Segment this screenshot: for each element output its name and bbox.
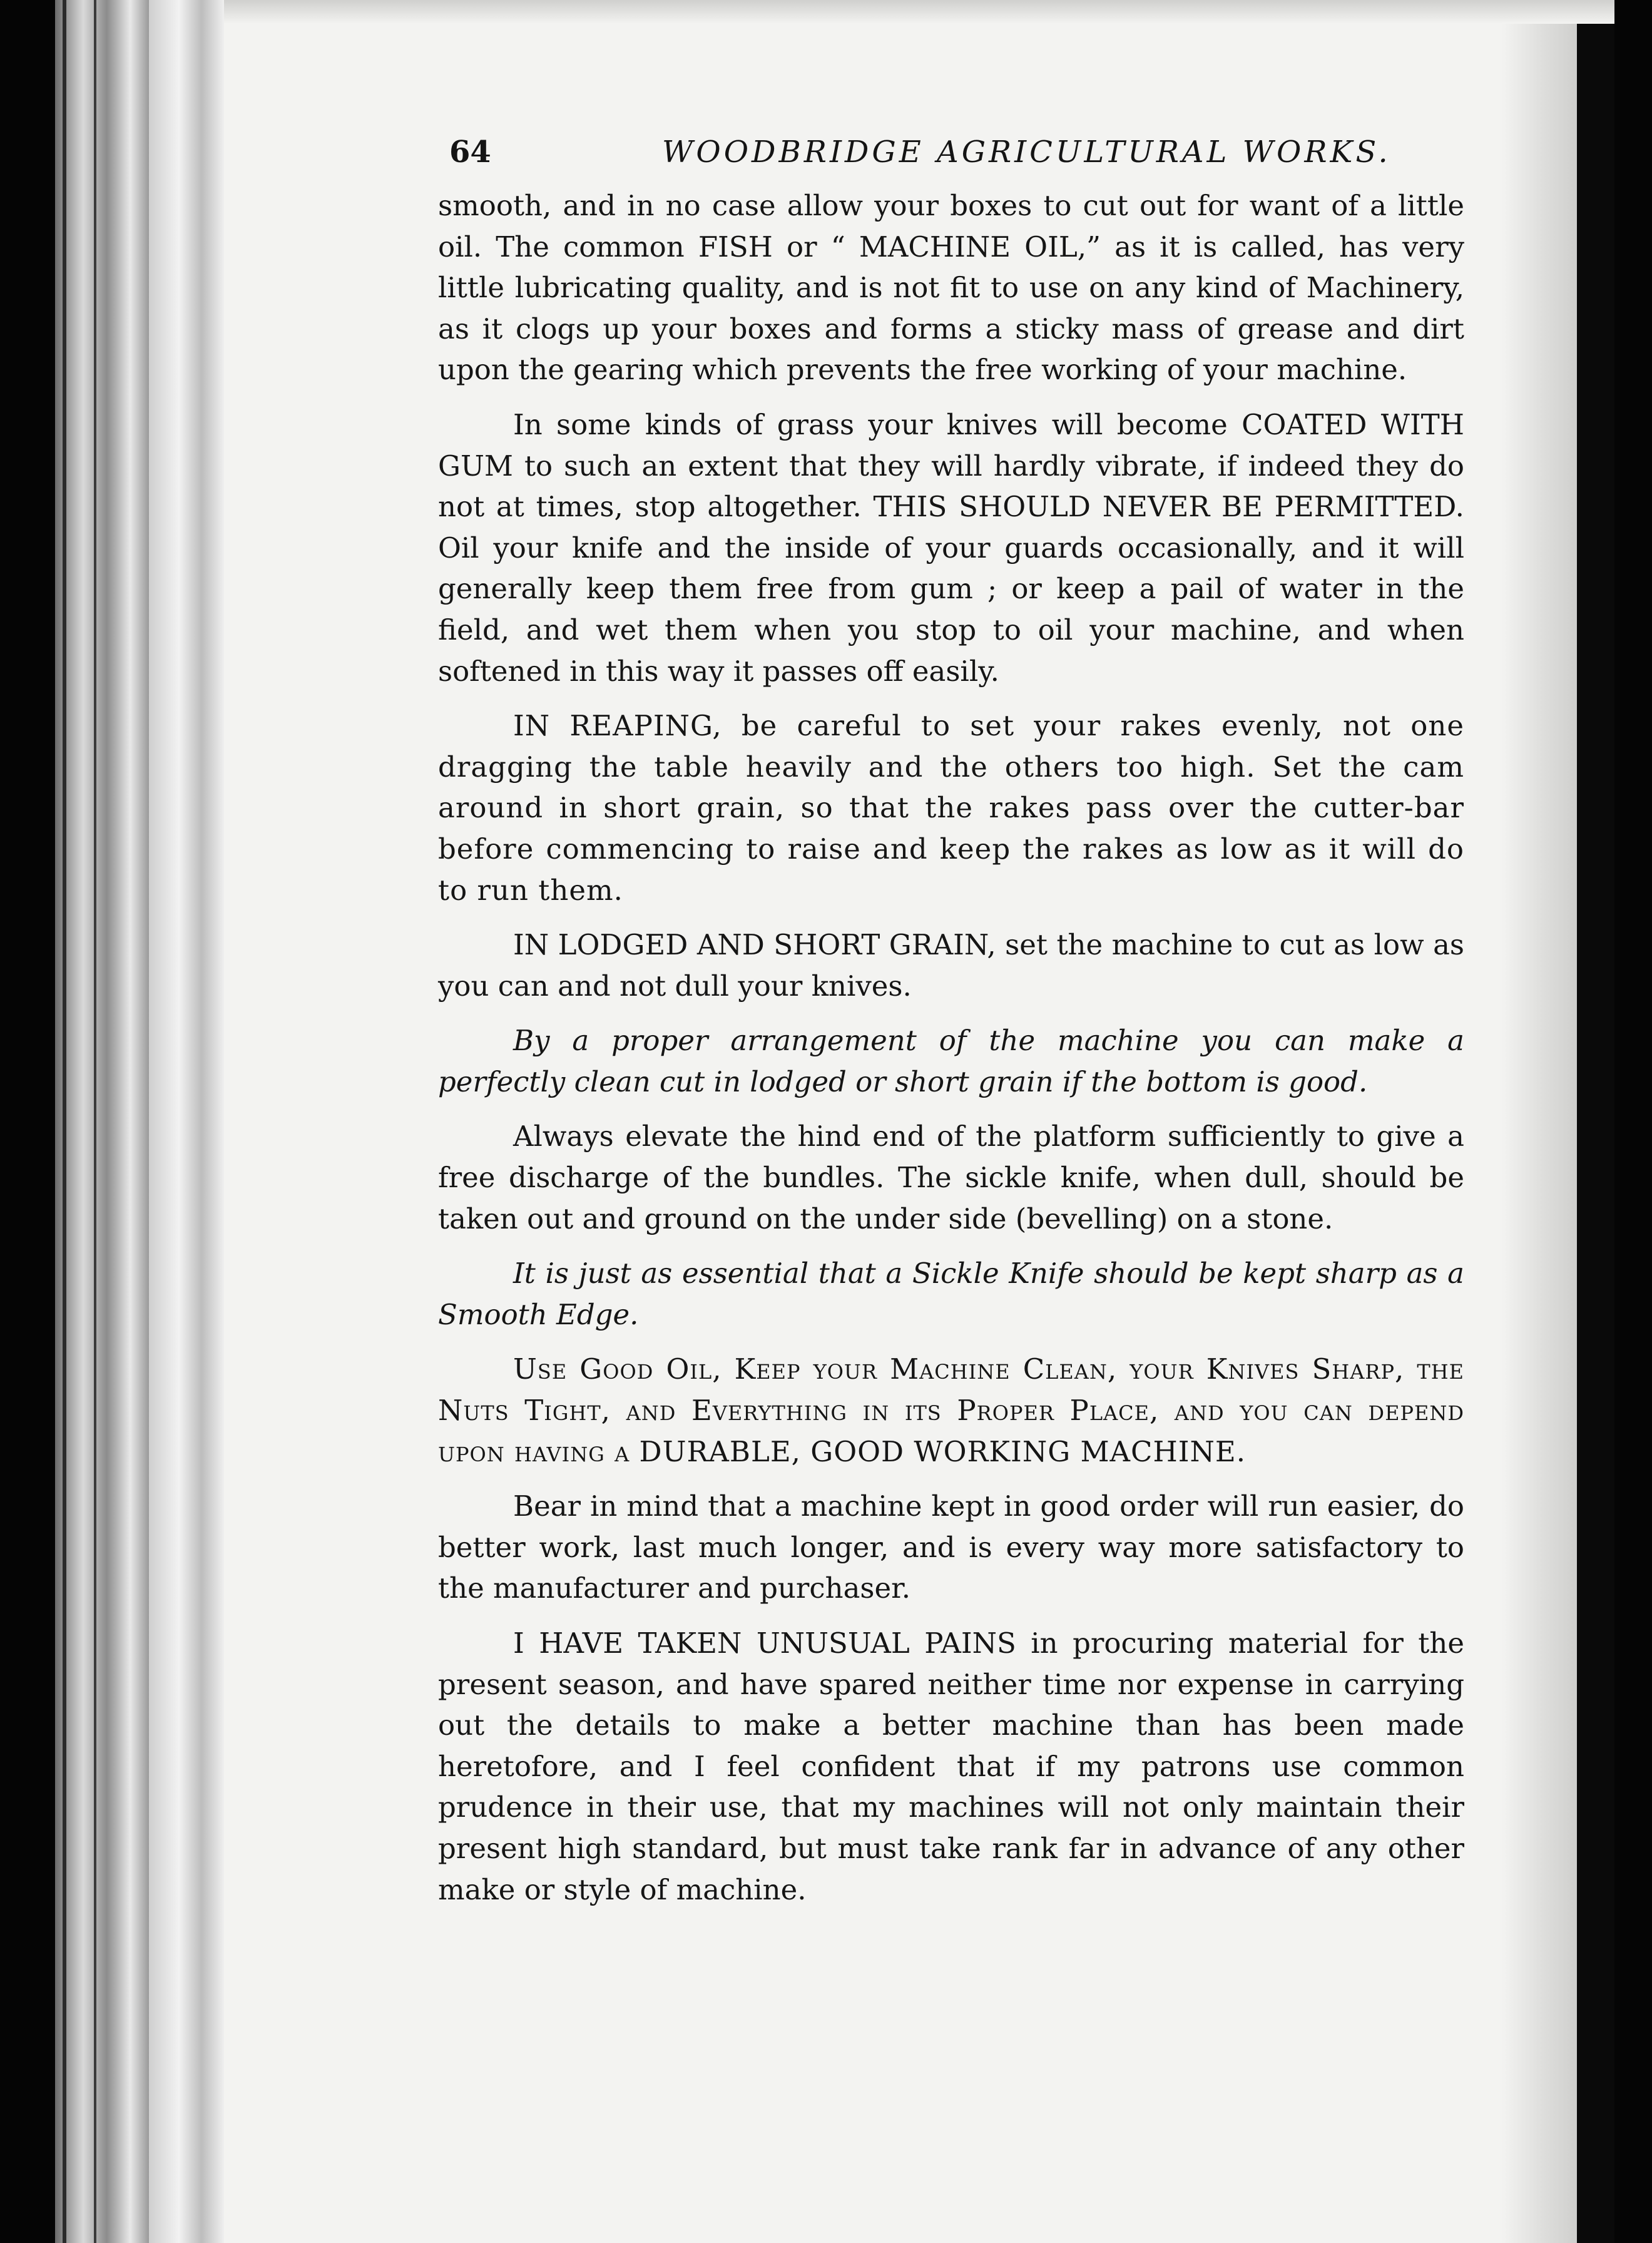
paragraph-1: smooth, and in no case allow your boxes to cut out for want of a little oil. The common FISH or “ MACHINE OIL,” as it is called, has very little lubricating quality, and is not fit to use on any kind of Machinery, as it clogs up your boxes and forms a sticky mass of grease and dirt upon the gearing which prevents the free working of your machine. [438,189,1464,387]
page-top-shadow [224,0,1614,24]
paragraph-9: Bear in mind that a machine kept in good order will run easier, do better work, last much longer, and is every way more satisfactory to the manufacturer and purchaser. [438,1489,1464,1605]
running-title: WOODBRIDGE AGRICULTURAL WORKS. [662,135,1391,170]
page-edges-inner [149,0,224,2243]
paragraph-8: Use Good Oil, Keep your Machine Clean, your Knives Sharp, the Nuts Tight, and Everything in its Proper Place, and you can depend upon having a DURABLE, GOOD WORKING MACHINE. [438,1352,1464,1468]
page-edges [55,0,149,2243]
page-gutter-shadow [1502,0,1577,2243]
page-number: 64 [449,135,491,170]
paragraph-6: Always elevate the hind end of the platform sufficiently to give a free discharge of the bundles. The sickle knife, when dull, should be taken out and ground on the under side (bevelling) on a stone. [438,1120,1464,1235]
paragraph-4: IN LODGED AND SHORT GRAIN, set the machine to cut as low as you can and not dull your knives. [438,928,1464,1003]
page-edge-line [94,0,96,2243]
paragraph-3: IN REAPING, be careful to set your rakes evenly, not one dragging the table heavily and the others too high. Set the cam around in short grain, so that the rakes pass over the cutter-bar before commencing to raise and keep the rakes as low as it will do to run them. [438,709,1464,907]
page-edge-line [63,0,66,2243]
paragraph-7: It is just as essential that a Sickle Knife should be kept sharp as a Smooth Edge. [438,1257,1464,1331]
paragraph-10: I HAVE TAKEN UNUSUAL PAINS in procuring material for the present season, and have spared neither time nor expense in carrying out the details to make a better machine than has been made heretofore, and I feel confident that if my patrons use common prudence in their use, that my machines will not only maintain their present high standard, but must take rank far in advance of any other make or style of machine. [438,1627,1464,1906]
paragraph-5: By a proper arrangement of the machine you can make a perfectly clean cut in lodged or short grain if the bottom is good. [438,1024,1464,1098]
page-header [449,135,1391,178]
book-binding [1577,0,1614,2243]
paragraph-2: In some kinds of grass your knives will become COATED WITH GUM to such an extent that they will hardly vibrate, if indeed they do not at times, stop altogether. THIS SHOULD NEVER BE PERMITTED. Oil your knife and the inside of your guards occasionally, and it will generally keep them free from gum ; or keep a pail of water in the field, and wet them when you stop to oil your machine, and when softened in this way it passes off easily. [438,407,1464,688]
body-text [438,185,1464,1924]
